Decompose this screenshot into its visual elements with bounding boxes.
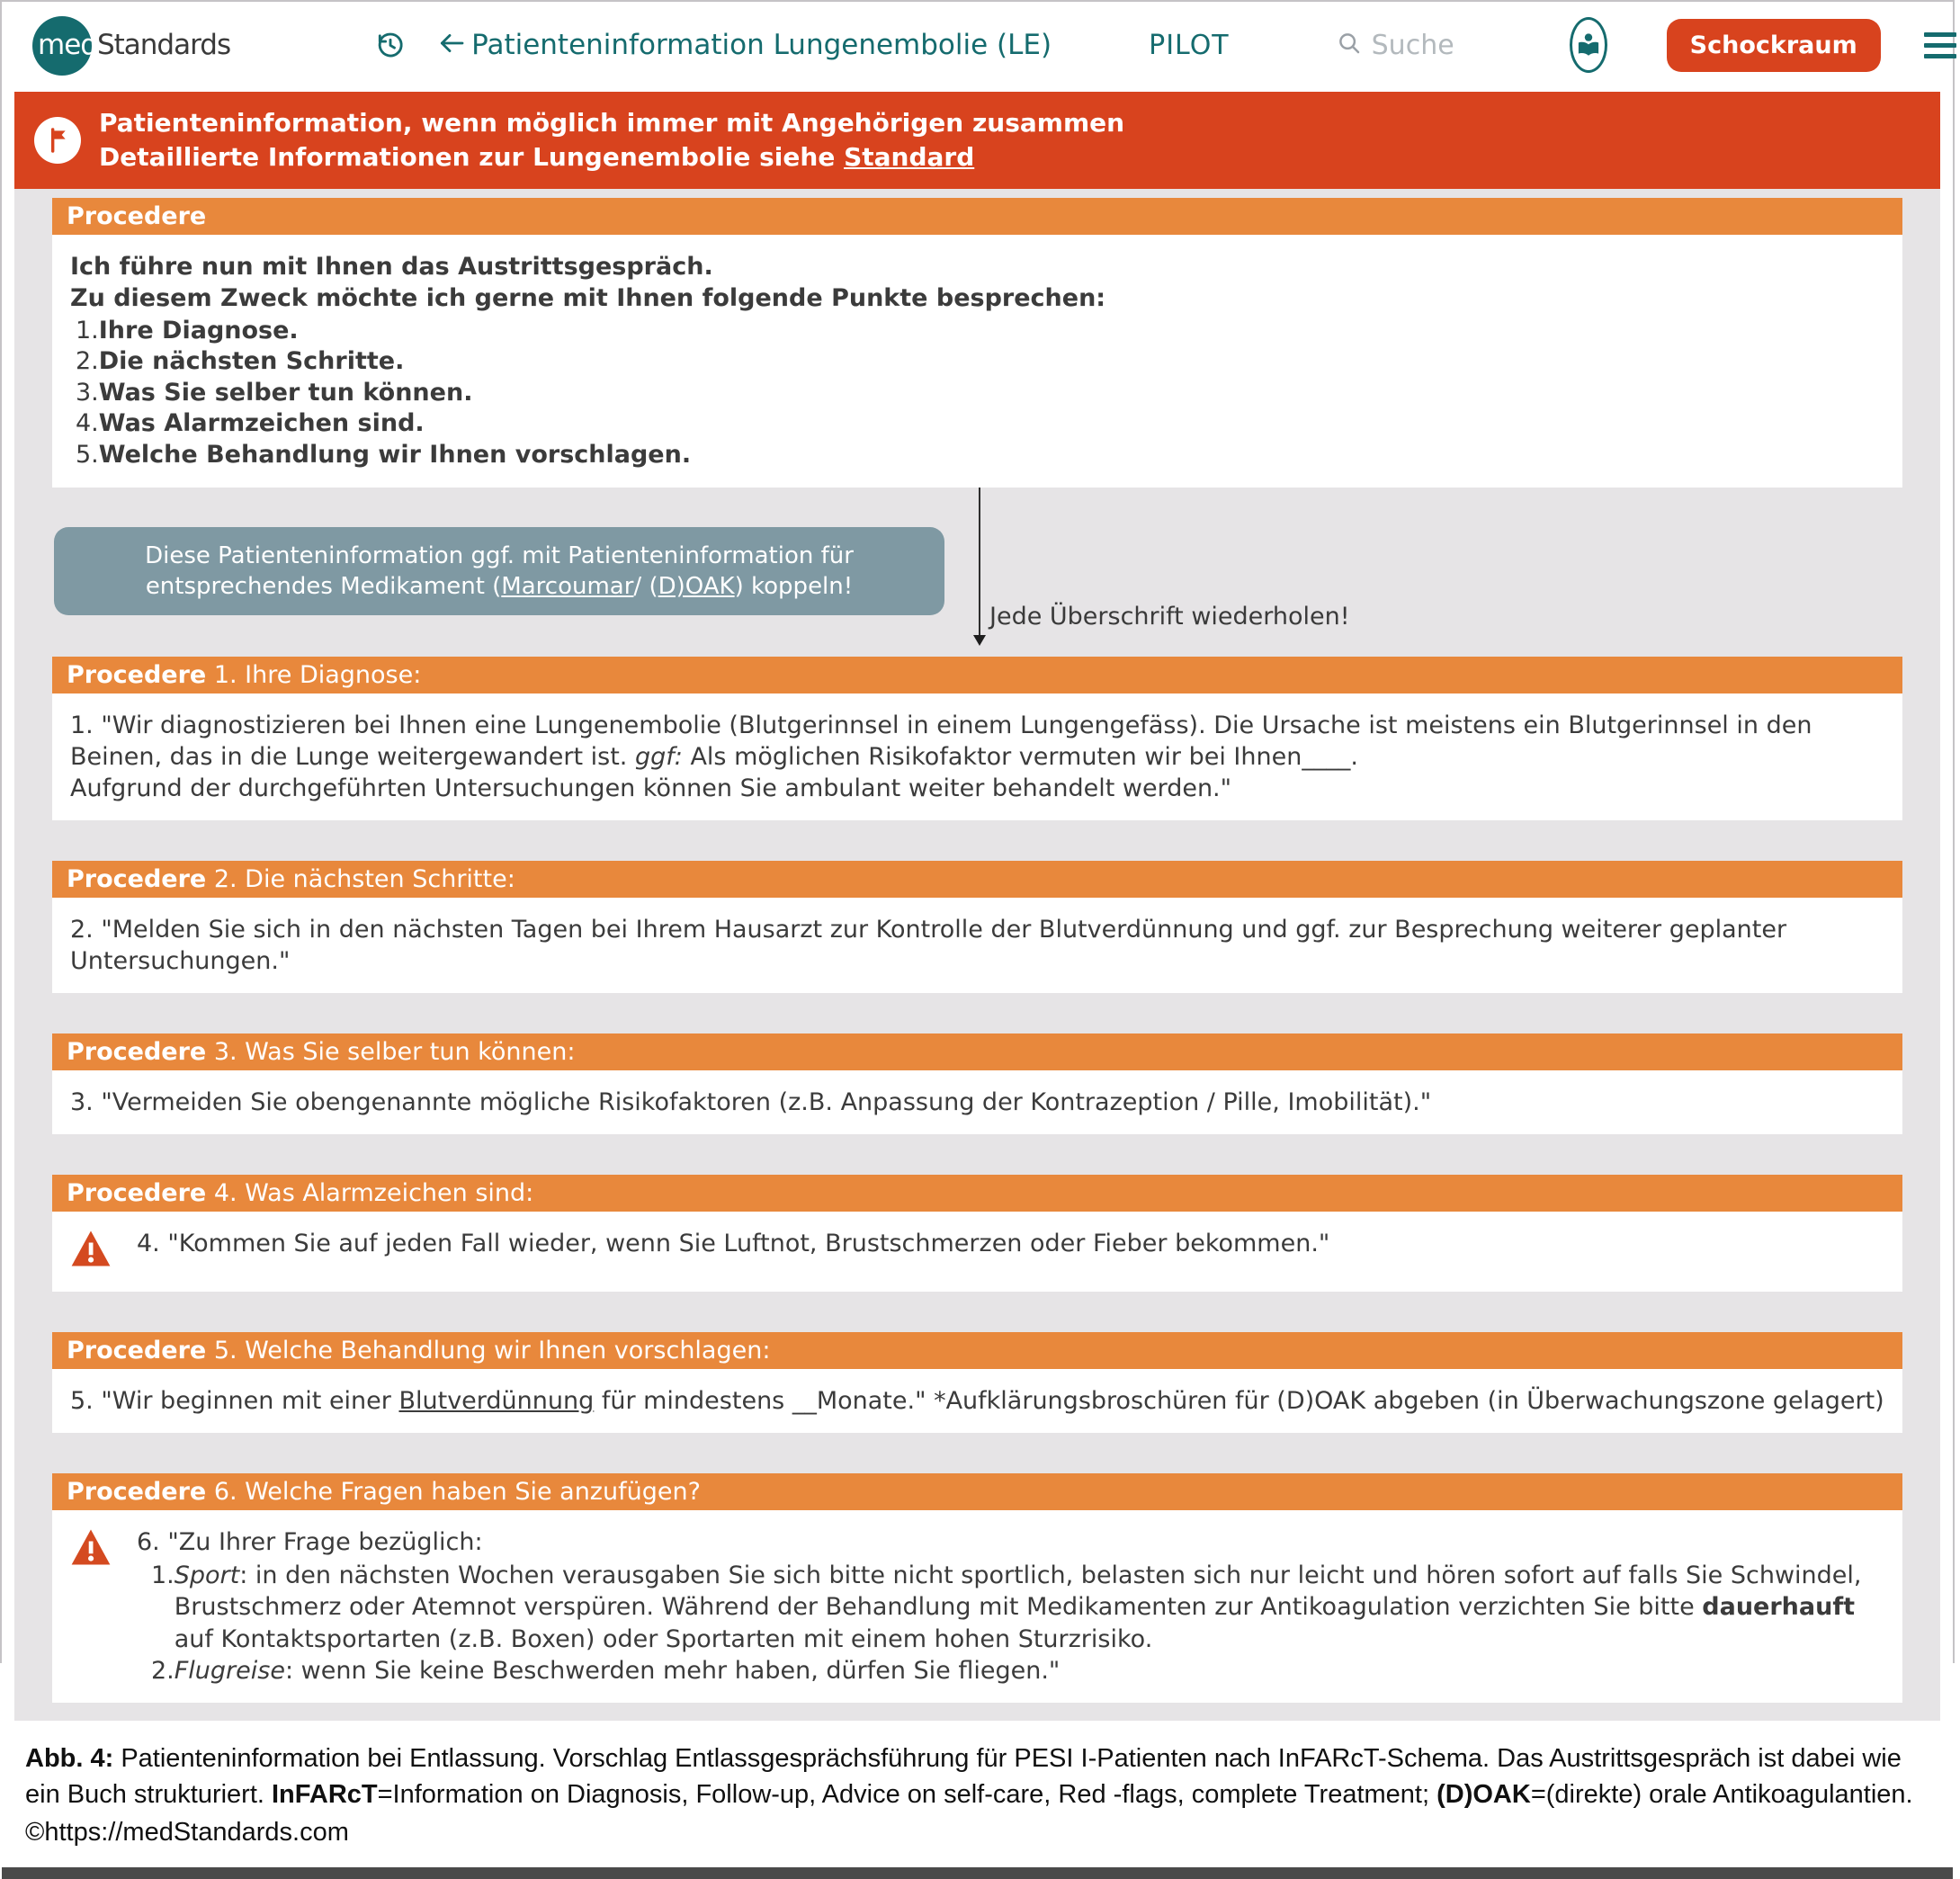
item-text: Was Sie selber tun können. [98, 378, 473, 407]
text-segment: 2. "Melden Sie sich in den nächsten Tagen bei Ihrem Hausarzt zur Kontrolle der Blutverdünnung und ggf. zur Besprechung weiterer geplanter Untersuchungen." [70, 915, 1787, 975]
sub-list [151, 1560, 1884, 1686]
section-header-bold: Procedere [67, 1478, 207, 1507]
intro-list-item [76, 346, 1884, 378]
section-header-bold: Procedere [67, 1179, 207, 1208]
body-line [70, 710, 1884, 773]
text-segment: / ( [633, 572, 658, 600]
body-line [70, 1087, 1884, 1118]
schockraum-button[interactable]: Schockraum [1667, 19, 1881, 72]
section-text [70, 1385, 1884, 1417]
text-segment[interactable]: D)OAK [658, 572, 735, 600]
item-number: 5. [76, 440, 99, 469]
search-icon [1336, 30, 1363, 60]
section-header-bold: Procedere [67, 1037, 207, 1066]
breadcrumb [437, 29, 1052, 61]
procedere-section [52, 1473, 1902, 1702]
procedere-section [52, 861, 1902, 993]
procedere-section [52, 657, 1902, 820]
section-header-bold: Procedere [67, 660, 207, 689]
medstandards-logo[interactable] [38, 2, 230, 88]
banner-line1: Patienteninformation, wenn möglich immer mit Angehörigen zusammen [99, 108, 1125, 138]
text-segment: Sport [174, 1561, 240, 1590]
bottom-bar [2, 1867, 1953, 1879]
section-header [52, 657, 1902, 693]
warning-icon [70, 1230, 112, 1275]
section-header-rest: 3. Was Sie selber tun können: [206, 1037, 576, 1066]
text-segment: 3. "Vermeiden Sie obengenannte mögliche Risikofaktoren (z.B. Anpassung der Kontrazeption / Pille, Imobilität)." [70, 1087, 1432, 1116]
section-text [137, 1526, 1884, 1686]
banner-text [99, 106, 1124, 174]
intro-list-item [76, 440, 1884, 471]
logo-med-text: med [38, 29, 97, 61]
item-number: 1. [151, 1561, 175, 1590]
intro-list-item [76, 408, 1884, 440]
text-segment: 6. "Zu Ihrer Frage bezüglich: [137, 1528, 483, 1557]
alert-banner [14, 92, 1940, 189]
reader-icon[interactable] [1570, 17, 1607, 73]
section-header [52, 1175, 1902, 1212]
section-body [52, 1510, 1902, 1702]
banner-line2-prefix: Detaillierte Informationen zur Lungenembolie siehe [99, 141, 845, 172]
item-text: Die nächsten Schritte. [98, 347, 405, 376]
section-header-rest: 6. Welche Fragen haben Sie anzufügen? [206, 1478, 701, 1507]
text-segment: Patienteninformation bei Entlassung. Vorschlag Entlassgesprächsführung für PESI I-Patienten nach InFARcT-Schema. Das Austrittsgespräch ist dabei wie ein Buch strukturiert. [25, 1743, 1902, 1809]
body-line [137, 1228, 1884, 1259]
section-header-bold: Procedere [67, 864, 207, 893]
text-segment: 4. "Kommen Sie auf jeden Fall wieder, wenn Sie Luftnot, Brustschmerzen oder Fieber bekommen." [137, 1230, 1330, 1258]
section-body [52, 1070, 1902, 1134]
sections-host [52, 657, 1902, 1703]
section-header-bold: Procedere [67, 1337, 207, 1365]
section-body [52, 1369, 1902, 1433]
section-header-rest: 4. Was Alarmzeichen sind: [206, 1179, 534, 1208]
text-segment: =(direkte) orale Antikoagulantien. [1530, 1779, 1913, 1809]
item-number: 4. [76, 409, 99, 438]
body-line [70, 914, 1884, 977]
flow-zone [52, 488, 1902, 657]
caption-text [25, 1740, 1929, 1812]
section-header-rest: 1. Ihre Diagnose: [206, 660, 422, 689]
intro-list-item [76, 316, 1884, 347]
text-segment: : wenn Sie keine Beschwerden mehr haben, dürfen Sie fliegen." [284, 1656, 1061, 1685]
note-box-text [145, 542, 854, 600]
text-segment: 5. "Wir beginnen mit einer [70, 1387, 399, 1416]
sub-list-item [151, 1560, 1884, 1654]
search-box [1336, 30, 1570, 61]
item-number: 1. [76, 316, 99, 344]
section-header-rest: 5. Welche Behandlung wir Ihnen vorschlagen: [206, 1337, 771, 1365]
flag-icon [34, 117, 81, 164]
menu-bar [1924, 43, 1956, 48]
text-segment: Als möglichen Risikofaktor vermuten wir bei Ihnen____. [682, 742, 1358, 771]
figure-caption [2, 1721, 1953, 1855]
standard-link[interactable]: Standard [844, 141, 975, 172]
menu-bar [1924, 32, 1956, 37]
history-icon[interactable] [374, 29, 407, 61]
intro-list-item [76, 378, 1884, 409]
flow-arrow-label: Jede Überschrift wiederholen! [989, 602, 1350, 631]
item-text [175, 1560, 1884, 1654]
item-text: Ihre Diagnose. [98, 316, 299, 344]
section-body [52, 1212, 1902, 1292]
intro-line2: Zu diesem Zweck möchte ich gerne mit Ihnen folgende Punkte besprechen: [70, 283, 1106, 312]
text-segment: dauerhauft [1702, 1593, 1855, 1622]
text-segment: Blutverdünnung [398, 1387, 595, 1416]
banner-line2 [99, 140, 1124, 174]
procedere-section [52, 1033, 1902, 1134]
intro-list [70, 316, 1884, 471]
section-header [52, 1332, 1902, 1369]
text-segment: (D)OAK [1436, 1779, 1531, 1809]
procedere-intro-section [52, 198, 1902, 488]
body-line [70, 1385, 1884, 1417]
text-segment: InFARcT [272, 1779, 378, 1809]
body-line [70, 773, 1884, 804]
intro-line1: Ich führe nun mit Ihnen das Austrittsgespräch. [70, 252, 713, 281]
text-segment: Flugreise [174, 1656, 285, 1685]
section-header [52, 198, 1902, 235]
warning-icon [70, 1528, 112, 1574]
text-segment: auf Kontaktsportarten (z.B. Boxen) oder Sportarten mit einem hohen Sturzrisiko. [174, 1624, 1153, 1653]
section-header [52, 1033, 1902, 1070]
section-header [52, 861, 1902, 898]
logo-standards-text: Standards [96, 29, 231, 61]
note-box [54, 527, 944, 616]
procedere-section [52, 1175, 1902, 1292]
section-text [70, 1087, 1884, 1118]
copyright-line: ©https://medStandards.com [25, 1817, 349, 1847]
section-text [137, 1228, 1884, 1259]
section-body [52, 235, 1902, 488]
text-segment: : in den nächsten Wochen verausgaben Sie sich bitte nicht sportlich, belasten sich nur leicht und hören sofort auf falls Sie Schwindel, Brustschmerz oder Atemnot verspüren. Während der Behandlung mit Medikamenten zur Antikoagulation verzichten Sie bitte [174, 1561, 1862, 1622]
text-segment: =Information on Diagnosis, Follow-up, Advice on self-care, Red -flags, complete Treatment; [377, 1779, 1437, 1809]
search-input[interactable] [1372, 30, 1570, 61]
section-header [52, 1473, 1902, 1510]
back-arrow-icon[interactable] [437, 29, 466, 61]
text-segment: ggf: [634, 742, 683, 771]
text-segment[interactable]: Marcoumar [501, 572, 634, 600]
section-text [70, 914, 1884, 977]
body-line [137, 1526, 1884, 1558]
app-header [2, 2, 1953, 88]
text-segment: Abb. 4: [25, 1743, 114, 1773]
item-number: 2. [76, 347, 99, 376]
text-segment: 1. "Wir diagnostizieren bei Ihnen eine Lungenembolie (Blutgerinnsel in einem Lungengefäss). Die Ursache ist meistens ein Blutgerinnsel in den Beinen, das in die Lunge weitergewandert ist. [70, 711, 1812, 771]
text-segment: Diese Patienteninformation ggf. mit Patienteninformation für entsprechendes Medikament ( [145, 541, 854, 600]
item-text: Was Alarmzeichen sind. [98, 409, 425, 438]
text-segment: Aufgrund der durchgeführten Untersuchungen können Sie ambulant weiter behandelt werden." [70, 774, 1232, 802]
section-body [52, 898, 1902, 993]
procedere-section [52, 1332, 1902, 1433]
page-title[interactable]: Patienteninformation Lungenembolie (LE) [471, 29, 1052, 61]
section-text [70, 710, 1884, 804]
sub-list-item [151, 1655, 1884, 1687]
section-header-title: Procedere [67, 201, 207, 230]
section-header-rest: 2. Die nächsten Schritte: [206, 864, 515, 893]
main-content [14, 189, 1940, 1721]
text-segment: ) koppeln! [734, 572, 854, 600]
menu-icon[interactable] [1920, 29, 1960, 62]
menu-bar [1924, 54, 1956, 58]
section-body [52, 693, 1902, 820]
item-text [175, 1655, 1884, 1687]
item-number: 3. [76, 378, 99, 407]
item-text: Welche Behandlung wir Ihnen vorschlagen. [98, 440, 692, 469]
text-segment: für mindestens __Monate." *Aufklärungsbroschüren für (D)OAK abgeben (in Überwachungszone gelagert) [594, 1387, 1884, 1416]
item-number: 2. [151, 1656, 175, 1685]
flow-arrow [979, 488, 980, 642]
pilot-label: PILOT [1149, 29, 1230, 61]
